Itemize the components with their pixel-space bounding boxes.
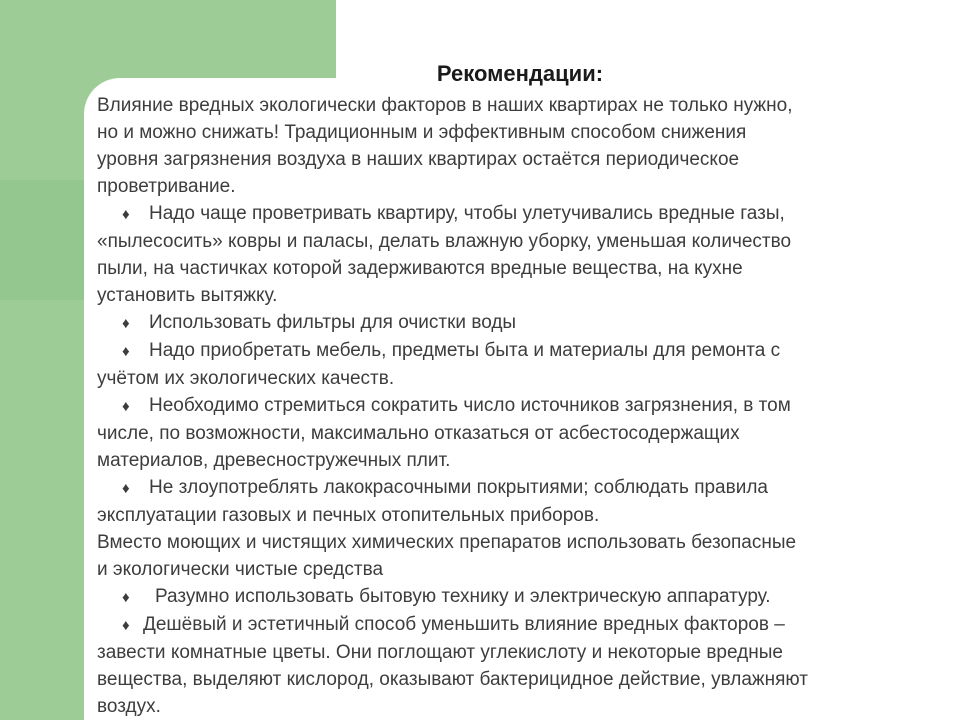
paragraph-line: материалов, древесностружечных плит. (97, 450, 451, 471)
diamond-bullet-icon: ♦ (122, 617, 130, 634)
paragraph-line: и экологически чистые средства (97, 559, 384, 580)
paragraph-line: Вместо моющих и чистящих химических препаратов использовать безопасные (97, 532, 797, 553)
paragraph-line: проветривание. (97, 176, 236, 197)
paragraph-line: числе, по возможности, максимально отказаться от асбестосодержащих (97, 423, 740, 444)
bullet-text: Дешёвый и эстетичный способ уменьшить влияние вредных факторов – (143, 614, 785, 635)
slide-title: Рекомендации: (436, 61, 604, 86)
diamond-bullet-icon: ♦ (122, 398, 130, 415)
paragraph-line: пыли, на частичках которой задерживаются вредные вещества, на кухне (97, 258, 743, 279)
paragraph-line: завести комнатные цветы. Они поглощают углекислоту и некоторые вредные (97, 642, 783, 663)
diamond-bullet-icon: ♦ (122, 589, 130, 606)
diamond-bullet-icon: ♦ (122, 206, 130, 223)
bullet-item (97, 611, 947, 639)
bullet-item (97, 474, 947, 502)
paragraph-line: учётом их экологических качеств. (97, 368, 395, 389)
bullet-item (97, 583, 947, 611)
paragraph-line: установить вытяжку. (97, 285, 278, 306)
paragraph-line: эксплуатации газовых и печных отопительных приборов. (97, 505, 600, 526)
diamond-bullet-icon: ♦ (122, 480, 130, 497)
bullet-text: Надо приобретать мебель, предметы быта и материалы для ремонта с (149, 340, 781, 361)
diamond-bullet-icon: ♦ (122, 315, 130, 332)
paragraph-line: «пылесосить» ковры и паласы, делать влажную уборку, уменьшая количество (97, 231, 792, 252)
bullet-text: Разумно использовать бытовую технику и электрическую аппаратуру. (155, 586, 771, 607)
bullet-text: Необходимо стремиться сократить число источников загрязнения, в том (149, 395, 791, 416)
bullet-text: Надо чаще проветривать квартиру, чтобы улетучивались вредные газы, (149, 203, 785, 224)
bullet-text: Использовать фильтры для очистки воды (149, 312, 517, 333)
recommendations-text (97, 92, 947, 720)
bullet-item (97, 392, 947, 420)
paragraph-line: но и можно снижать! Традиционным и эффективным способом снижения (97, 122, 747, 143)
paragraph-line: воздух. (97, 696, 161, 717)
bullet-text: Не злоупотреблять лакокрасочными покрытиями; соблюдать правила (149, 477, 768, 498)
bullet-item (97, 337, 947, 365)
bullet-item (97, 200, 947, 228)
paragraph-line: вещества, выделяют кислород, оказывают бактерицидное действие, увлажняют (97, 669, 808, 690)
diamond-bullet-icon: ♦ (122, 343, 130, 360)
bullet-item (97, 309, 947, 337)
paragraph-line: Влияние вредных экологически факторов в наших квартирах не только нужно, (97, 95, 793, 116)
green-accent-stripe (0, 180, 84, 300)
paragraph-line: уровня загрязнения воздуха в наших квартирах остаётся периодическое (97, 149, 740, 170)
